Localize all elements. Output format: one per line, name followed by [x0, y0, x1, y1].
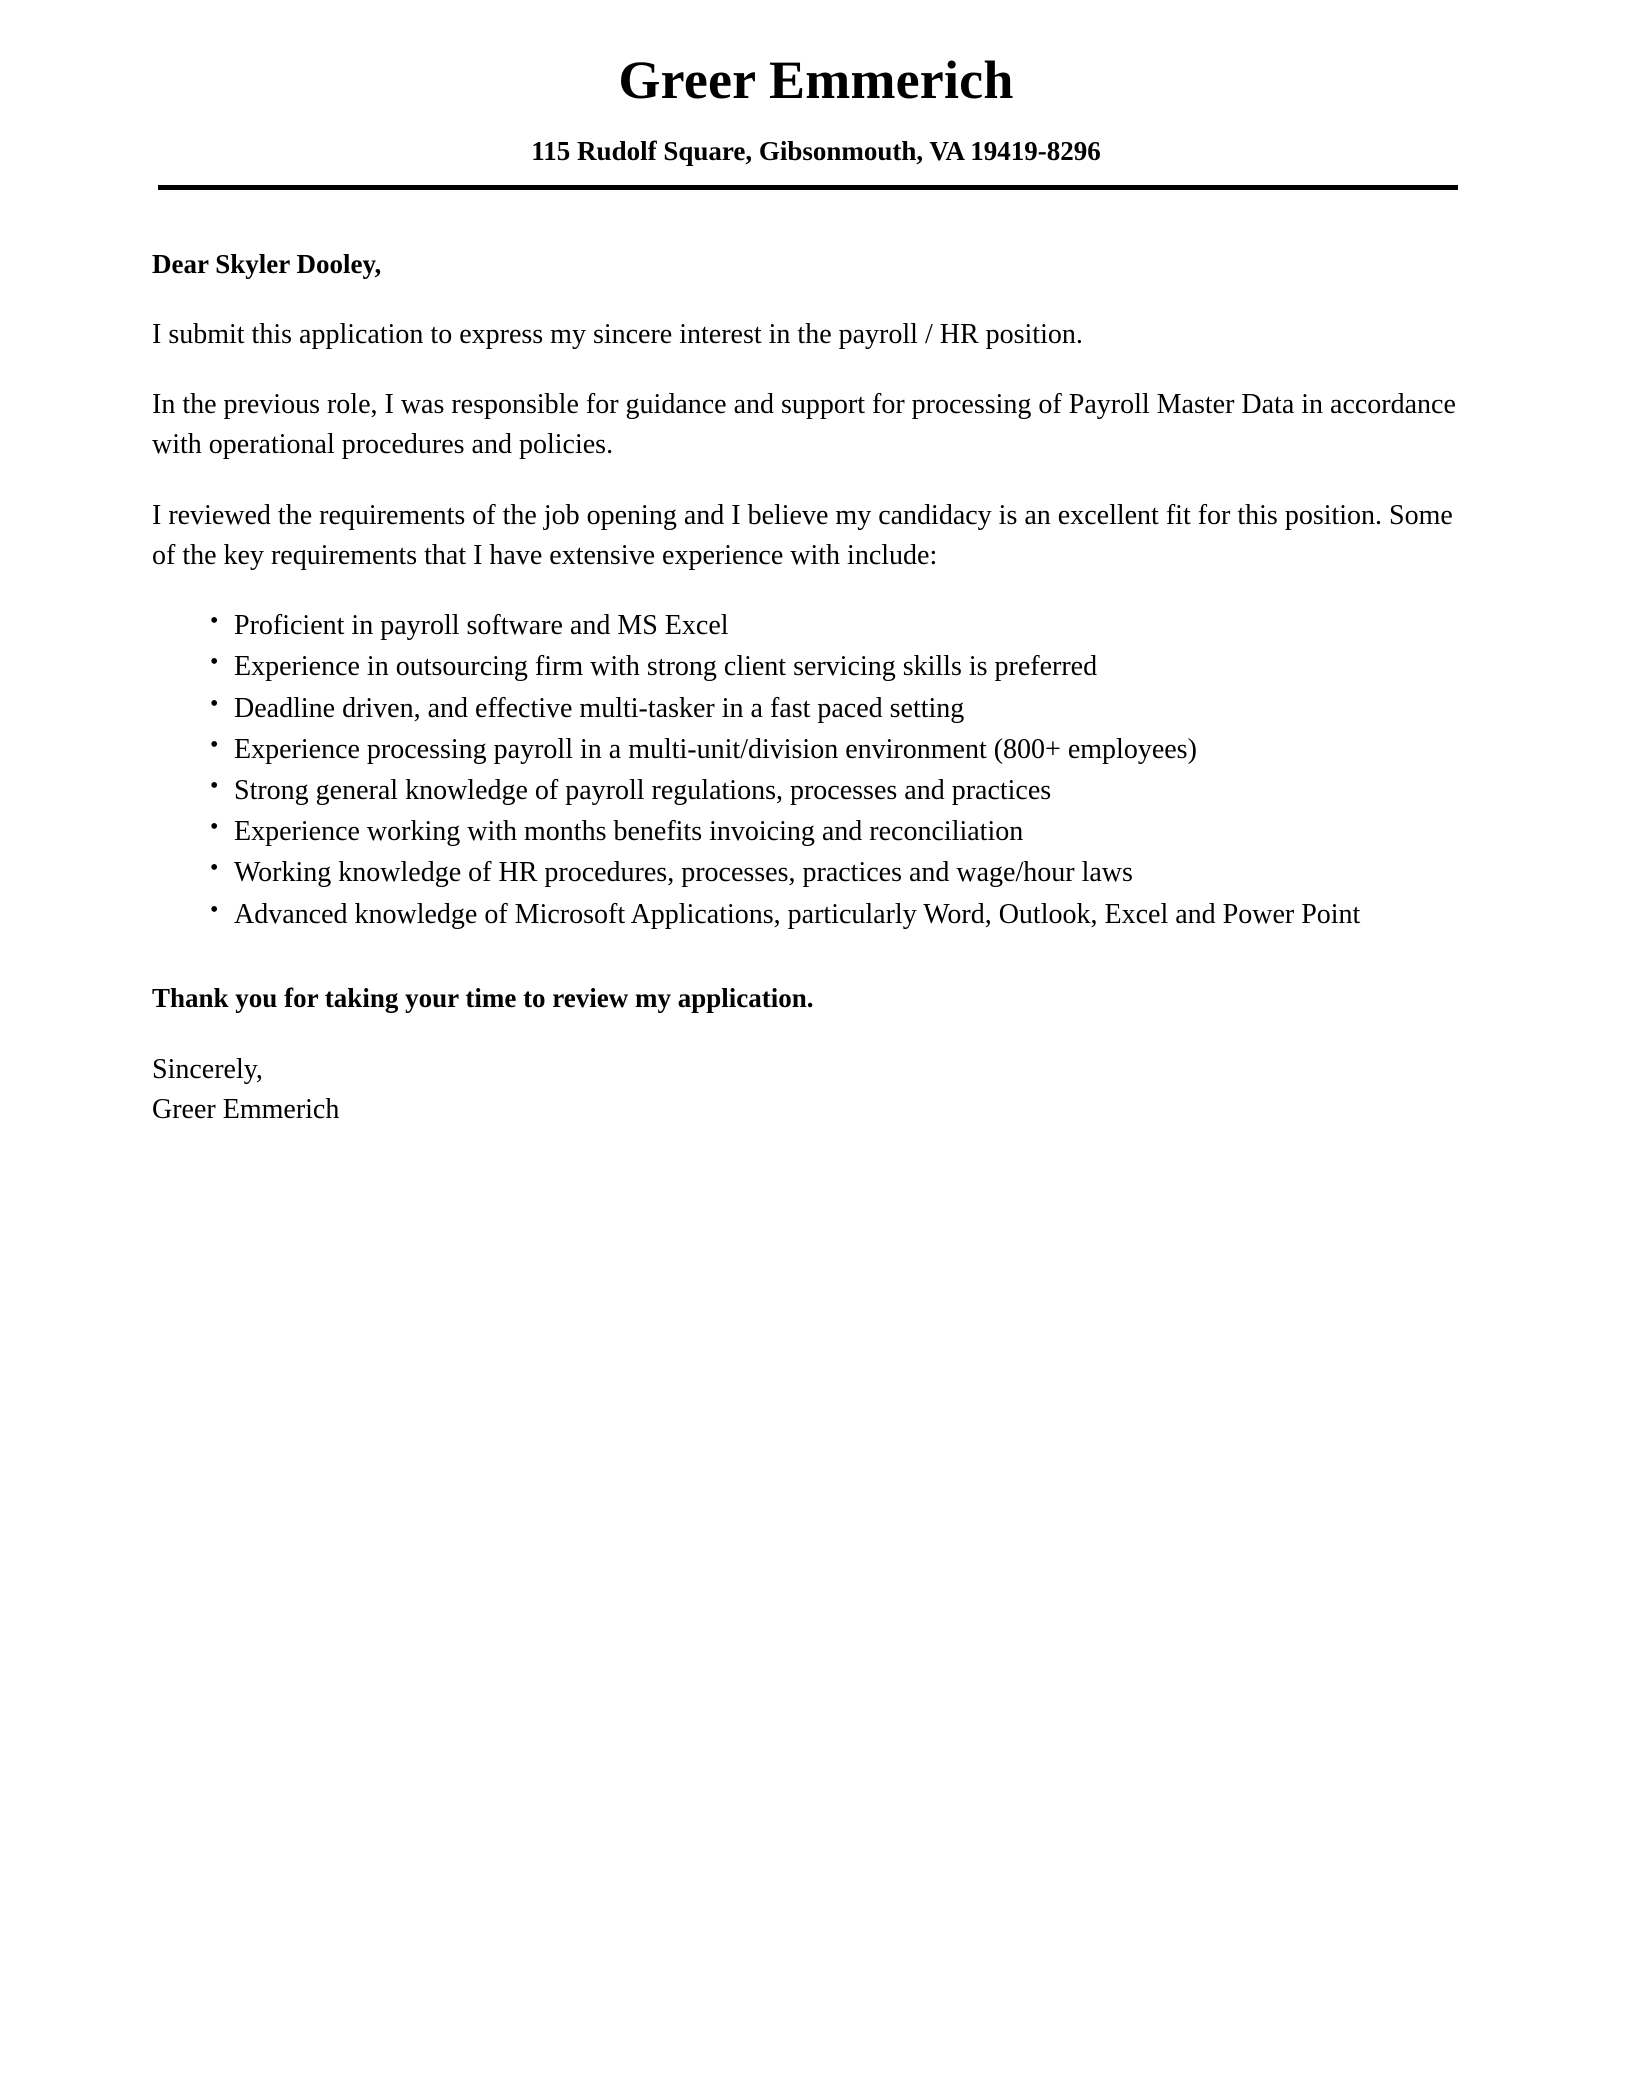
salutation: Dear Skyler Dooley,	[152, 249, 382, 280]
page-title: Greer Emmerich	[618, 50, 1014, 110]
thank-you-line: Thank you for taking your time to review my application.	[152, 982, 814, 1013]
signature-block	[152, 1050, 1472, 1130]
letterhead	[0, 0, 1632, 167]
list-item: • Proficient in payroll software and MS Excel	[210, 606, 1472, 645]
list-item: • Experience in outsourcing firm with strong client servicing skills is preferred	[210, 647, 1472, 686]
paragraph-intro: I submit this application to express my sincere interest in the payroll / HR position.	[152, 318, 1083, 350]
header-divider	[158, 185, 1458, 190]
paragraph-requirements-intro: I reviewed the requirements of the job opening and I believe my candidacy is an excellent fit for this position. Some of the key requirements that I have extensive experience with include:	[152, 499, 1453, 571]
list-item: • Experience processing payroll in a multi-unit/division environment (800+ employees)	[210, 730, 1472, 769]
list-item: • Working knowledge of HR procedures, processes, practices and wage/hour laws	[210, 853, 1472, 892]
list-item: • Advanced knowledge of Microsoft Applications, particularly Word, Outlook, Excel and Power Point	[210, 895, 1472, 934]
closing-salutation: Sincerely,	[152, 1054, 263, 1086]
contact-address: 115 Rudolf Square, Gibsonmouth, VA 19419-8296	[531, 135, 1101, 166]
paragraph-experience: In the previous role, I was responsible for guidance and support for processing of Payroll Master Data in accordance with operational procedures and policies.	[152, 389, 1456, 461]
list-item: • Deadline driven, and effective multi-tasker in a fast paced setting	[210, 689, 1472, 728]
list-item: • Strong general knowledge of payroll regulations, processes and practices	[210, 771, 1472, 810]
list-item: • Experience working with months benefits invoicing and reconciliation	[210, 812, 1472, 851]
qualifications-list	[152, 606, 1472, 934]
letter-body	[0, 246, 1632, 1130]
signature-name: Greer Emmerich	[152, 1093, 340, 1125]
